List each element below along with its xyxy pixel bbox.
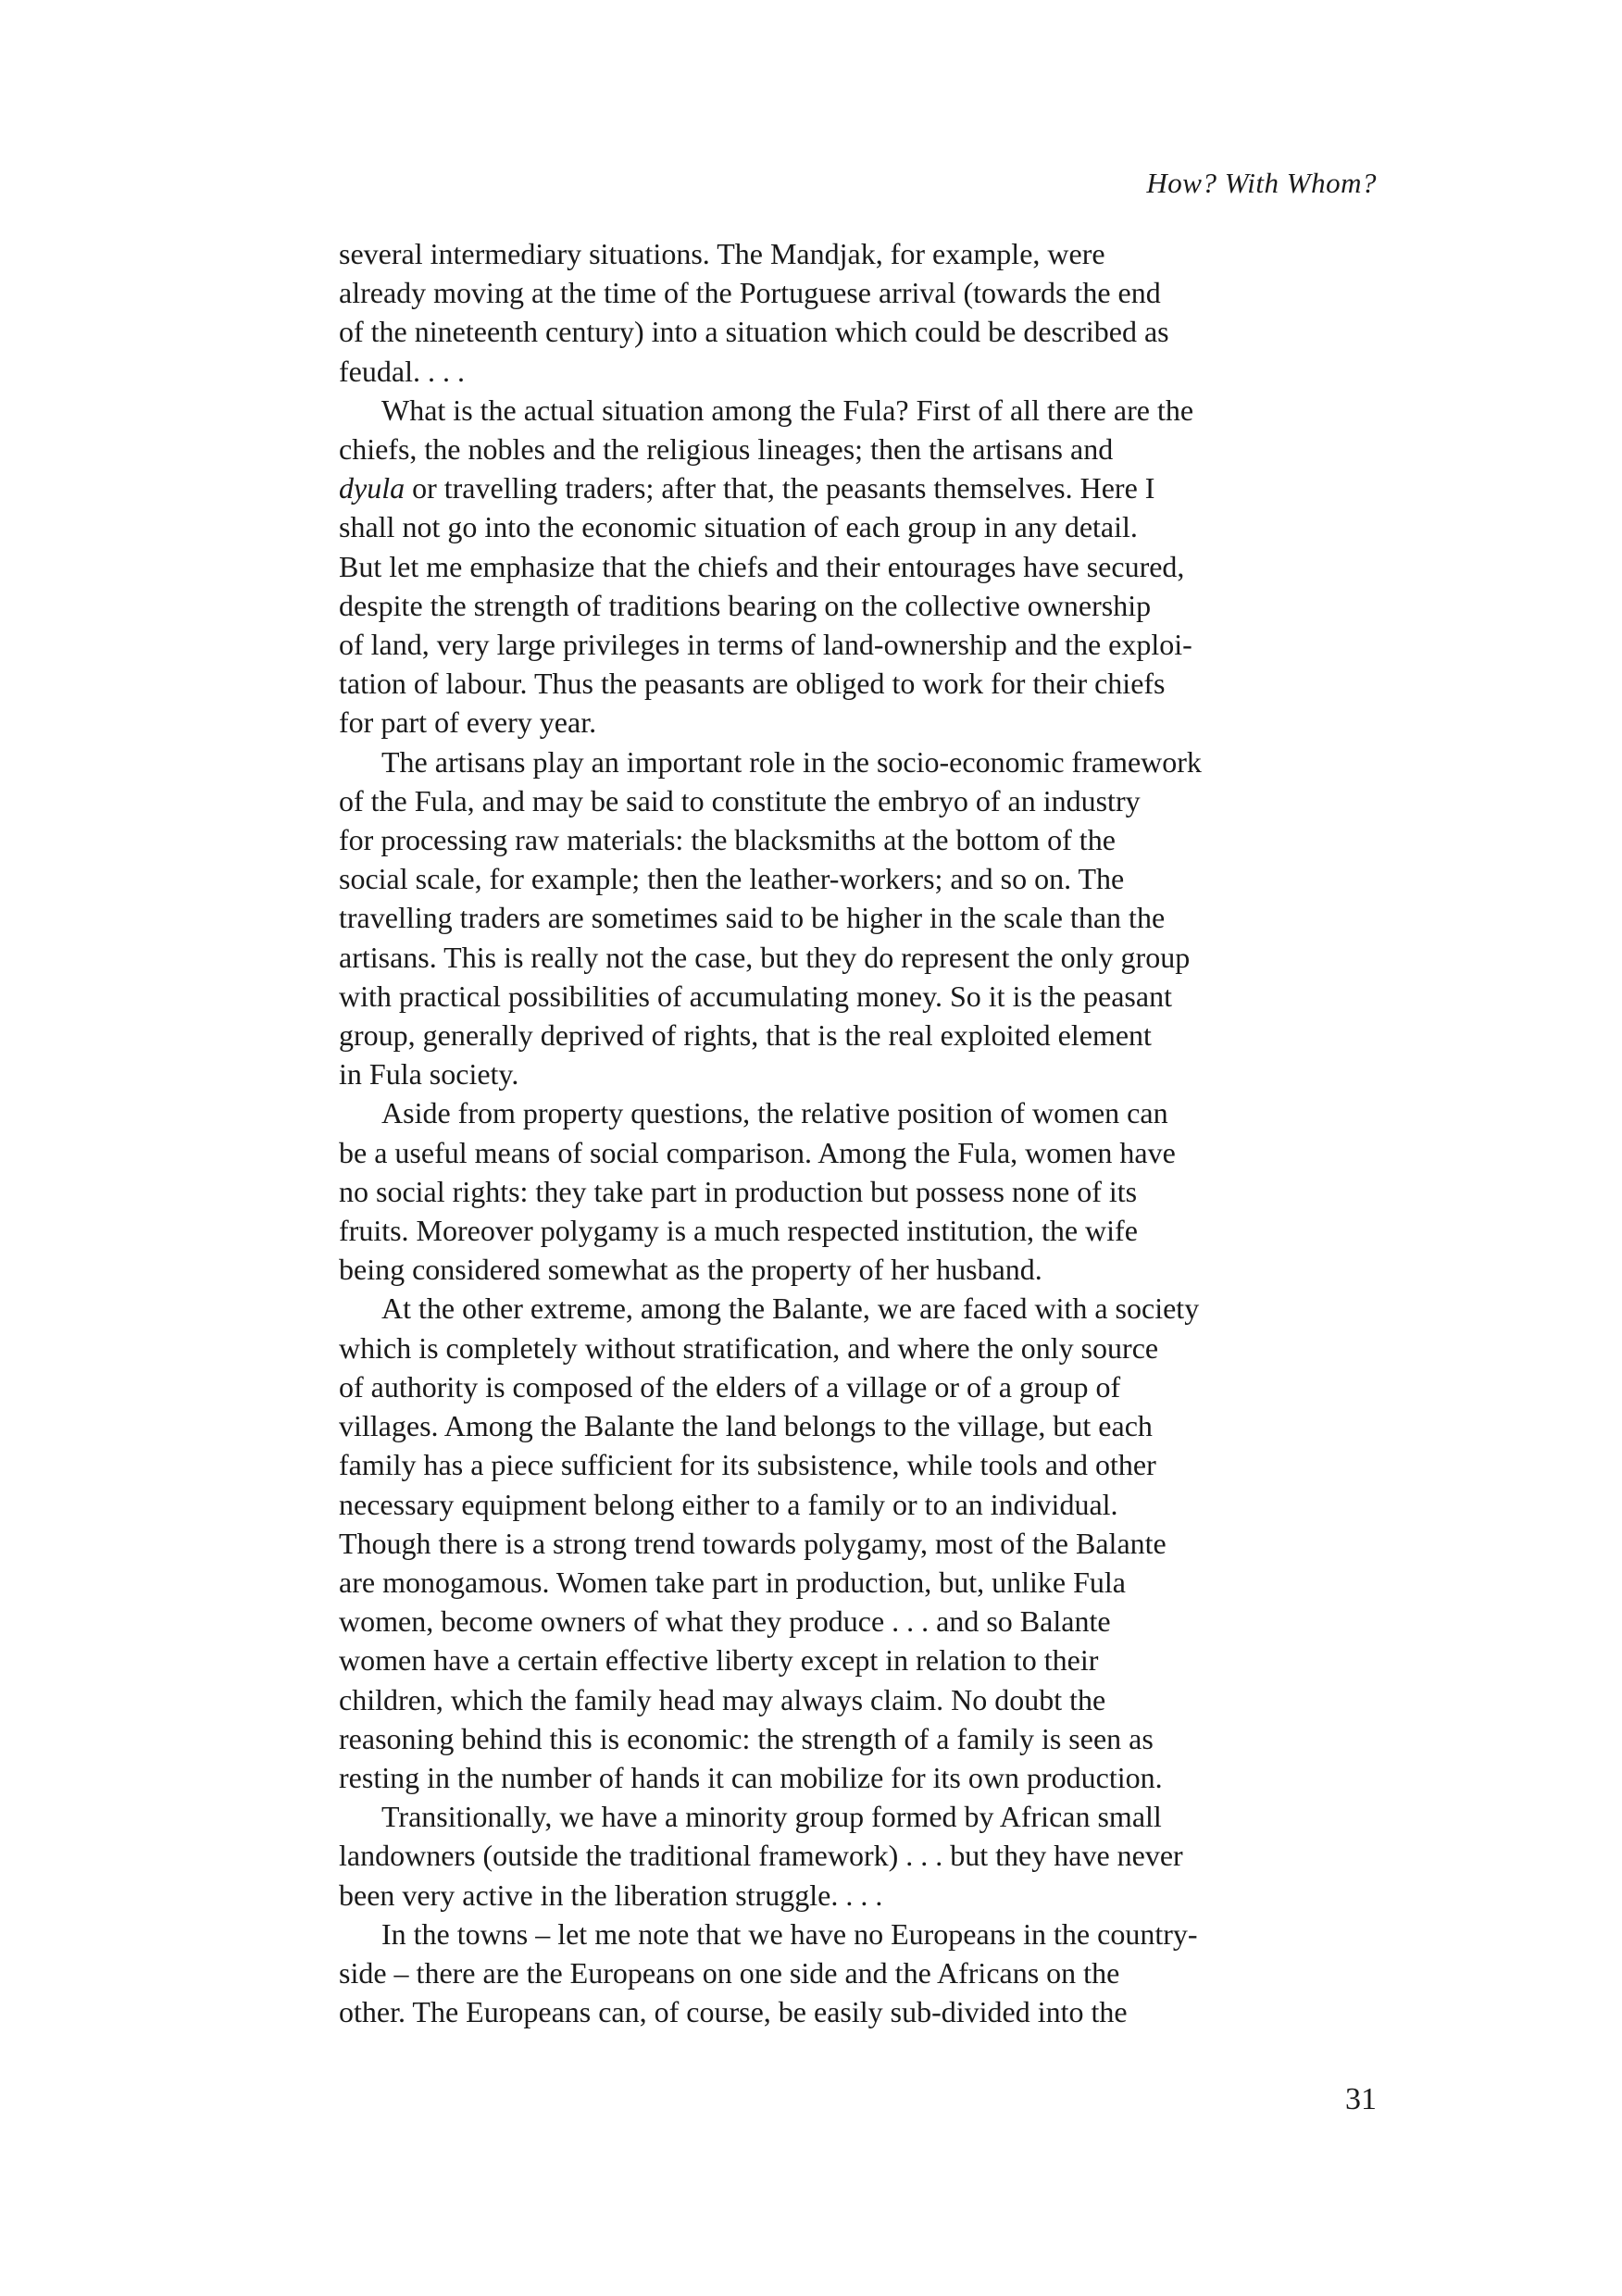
text-line: despite the strength of traditions bearing on the collective ownership	[339, 588, 1152, 622]
text-line: other. The Europeans can, of course, be easily sub-divided into the	[339, 1995, 1128, 2029]
text-line: tation of labour. Thus the peasants are obliged to work for their chiefs	[339, 667, 1166, 701]
paragraph-1	[339, 234, 1404, 391]
text-line: no social rights: they take part in production but possess none of its	[339, 1174, 1138, 1208]
body-text	[339, 234, 1404, 2031]
text-line: The artisans play an important role in the socio-economic framework	[381, 744, 1202, 779]
text-line: in Fula society.	[339, 1057, 519, 1092]
text-line: family has a piece sufficient for its subsistence, while tools and other	[339, 1448, 1156, 1482]
text-line: Transitionally, we have a minority group formed by African small	[381, 1800, 1162, 1834]
paragraph-6	[339, 1797, 1404, 1915]
text-line: of the Fula, and may be said to constitute the embryo of an industry	[339, 783, 1141, 817]
text-line: for processing raw materials: the blacksmiths at the bottom of the	[339, 823, 1116, 857]
paragraph-2	[339, 391, 1404, 742]
text-line: of the nineteenth century) into a situation which could be described as	[339, 315, 1169, 349]
paragraph-3	[339, 742, 1404, 1094]
text-line: several intermediary situations. The Mandjak, for example, were	[339, 237, 1105, 270]
text-line: necessary equipment belong either to a family or to an individual.	[339, 1487, 1118, 1521]
running-head-title: How? With Whom?	[1146, 167, 1377, 199]
text-line: landowners (outside the traditional framework) . . . but they have never	[339, 1839, 1183, 1873]
page-number: 31	[1345, 2082, 1377, 2116]
text-line: group, generally deprived of rights, that is the real exploited element	[339, 1018, 1152, 1053]
paragraph-7	[339, 1915, 1404, 2032]
text-line: are monogamous. Women take part in production, but, unlike Fula	[339, 1565, 1126, 1599]
text-line: be a useful means of social comparison. Among the Fula, women have	[339, 1135, 1176, 1169]
text-line: being considered somewhat as the property of her husband.	[339, 1253, 1042, 1287]
text-line: of land, very large privileges in terms of land-ownership and the exploi-	[339, 628, 1192, 662]
text-line: reasoning behind this is economic: the strength of a family is seen as	[339, 1721, 1154, 1755]
text-line: social scale, for example; then the leather-workers; and so on. The	[339, 862, 1125, 896]
text-line: feudal. . . .	[339, 354, 465, 388]
text-line: women have a certain effective liberty except in relation to their	[339, 1643, 1099, 1678]
text-line: Though there is a strong trend towards polygamy, most of the Balante	[339, 1526, 1167, 1560]
text-line: of authority is composed of the elders of a village or of a group of	[339, 1369, 1121, 1404]
text-line: At the other extreme, among the Balante, we are faced with a society	[381, 1292, 1200, 1326]
text-line: which is completely without stratification, and where the only source	[339, 1330, 1159, 1365]
italic-term: dyula	[339, 471, 406, 505]
text-line: fruits. Moreover polygamy is a much respected institution, the wife	[339, 1214, 1138, 1248]
text-line-mixed	[339, 468, 1404, 507]
text-line-rest: or travelling traders; after that, the peasants themselves. Here I	[405, 471, 1155, 505]
text-line: resting in the number of hands it can mobilize for its own production.	[339, 1760, 1163, 1794]
text-line: What is the actual situation among the Fula? First of all there are the	[381, 393, 1194, 427]
text-line: been very active in the liberation struggle. . . .	[339, 1878, 883, 1912]
text-line: chiefs, the nobles and the religious lineages; then the artisans and	[339, 432, 1114, 467]
text-line: In the towns – let me note that we have no Europeans in the country-	[381, 1916, 1198, 1951]
text-line: shall not go into the economic situation of each group in any detail.	[339, 510, 1138, 544]
text-line: side – there are the Europeans on one side and the Africans on the	[339, 1955, 1120, 1990]
text-line: for part of every year.	[339, 705, 597, 740]
text-line: villages. Among the Balante the land belongs to the village, but each	[339, 1409, 1153, 1443]
text-line: artisans. This is really not the case, but they do represent the only group	[339, 940, 1191, 974]
text-line: travelling traders are sometimes said to be higher in the scale than the	[339, 901, 1166, 935]
text-line: But let me emphasize that the chiefs and their entourages have secured,	[339, 549, 1185, 583]
text-line: women, become owners of what they produce . . . and so Balante	[339, 1604, 1111, 1639]
text-line: already moving at the time of the Portuguese arrival (towards the end	[339, 276, 1161, 310]
paragraph-4	[339, 1093, 1404, 1289]
text-line: children, which the family head may always claim. No doubt the	[339, 1682, 1106, 1716]
paragraph-5	[339, 1289, 1404, 1797]
text-line: with practical possibilities of accumulating money. So it is the peasant	[339, 979, 1172, 1013]
text-line: Aside from property questions, the relative position of women can	[381, 1096, 1168, 1130]
